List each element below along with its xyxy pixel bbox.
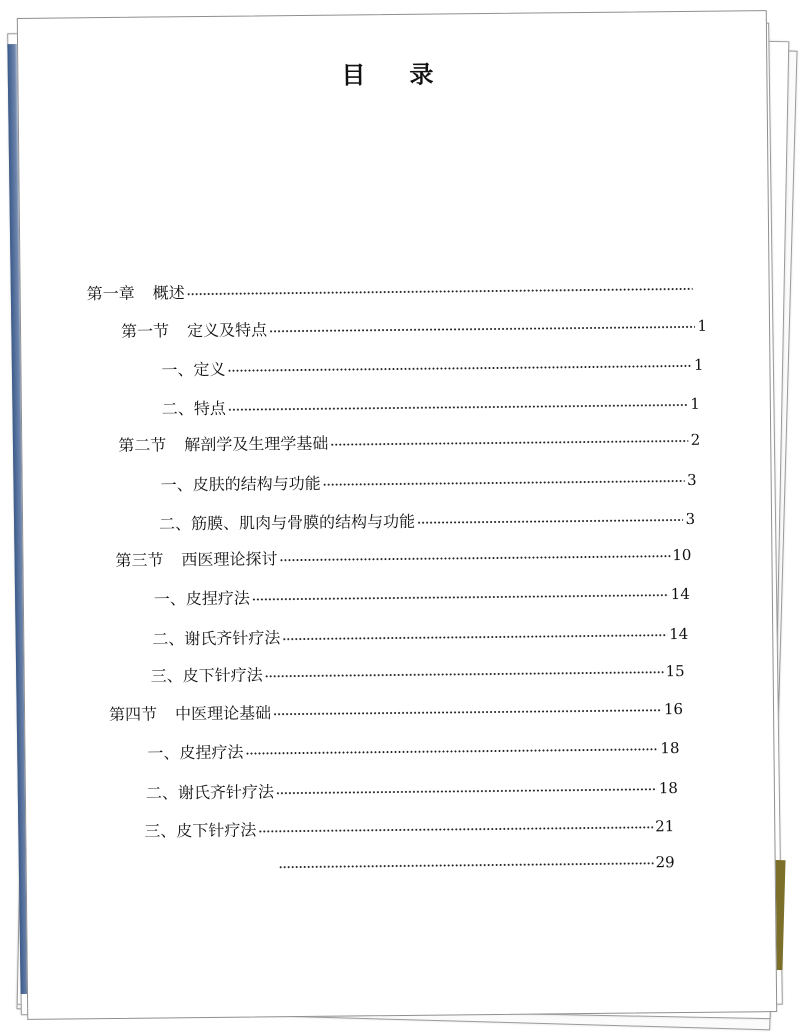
item-title: 一、皮捏疗法 <box>147 742 244 763</box>
dot-leader <box>227 365 691 372</box>
dot-leader <box>279 555 670 561</box>
section-title: 解剖学及生理学基础 <box>184 433 329 455</box>
page-number: 1 <box>697 316 708 335</box>
dot-leader <box>276 788 657 794</box>
toc-item[interactable] <box>161 470 697 496</box>
dot-leader <box>265 671 664 677</box>
toc-section[interactable] <box>121 316 707 342</box>
page-number: 15 <box>665 661 685 681</box>
toc-item[interactable] <box>154 584 690 610</box>
toc-item[interactable] <box>159 509 695 535</box>
table-of-contents <box>18 11 776 1019</box>
page-number: 14 <box>670 584 690 604</box>
dot-leader <box>330 440 688 446</box>
toc-section[interactable] <box>115 545 691 571</box>
toc-item[interactable] <box>147 738 679 764</box>
dot-leader <box>279 862 654 868</box>
toc-item[interactable] <box>161 355 703 381</box>
item-title: 二、特点 <box>161 398 226 419</box>
page-number: 21 <box>655 817 675 836</box>
item-title: 二、谢氏齐针疗法 <box>145 782 275 803</box>
chapter-number: 第一章 <box>86 283 135 304</box>
toc-section[interactable] <box>118 430 700 456</box>
item-title: 一、皮捏疗法 <box>153 588 250 609</box>
dot-leader <box>187 288 693 295</box>
page-number: 29 <box>655 853 675 872</box>
page-number: 18 <box>658 779 678 798</box>
page-number: 14 <box>669 624 689 644</box>
page-number: 1 <box>693 355 704 374</box>
toc-section[interactable] <box>109 699 683 725</box>
page-number: 16 <box>663 700 684 719</box>
page-number: 18 <box>660 739 680 758</box>
section-number: 第一节 <box>120 321 170 341</box>
dot-leader <box>245 748 658 754</box>
item-title: 二、筋膜、肌肉与骨膜的结构与功能 <box>158 511 416 534</box>
page-number: 2 <box>690 430 701 449</box>
toc-chapter[interactable] <box>87 278 695 304</box>
dot-leader <box>282 634 667 640</box>
toc-item[interactable] <box>152 624 688 650</box>
page-number: 3 <box>687 470 697 489</box>
page-number: 1 <box>690 394 700 413</box>
section-number: 第三节 <box>115 550 164 570</box>
toc-item[interactable] <box>144 816 674 842</box>
section-number: 第四节 <box>108 704 158 725</box>
item-title: 一、皮肤的结构与功能 <box>160 473 321 495</box>
section-number: 第二节 <box>118 435 167 455</box>
dot-leader <box>273 709 662 715</box>
dot-leader <box>417 519 683 524</box>
section-title: 西医理论探讨 <box>181 549 278 570</box>
page-title: 目 录 <box>341 60 444 90</box>
dot-leader <box>252 594 669 600</box>
toc-item[interactable] <box>277 852 675 876</box>
item-title: 三、皮下针疗法 <box>150 665 263 686</box>
item-title: 三、皮下针疗法 <box>144 820 257 841</box>
section-title: 中医理论基础 <box>174 703 272 724</box>
item-title: 一、定义 <box>161 359 226 380</box>
toc-item[interactable] <box>151 661 685 687</box>
chapter-title: 概述 <box>152 283 185 303</box>
toc-page <box>17 10 777 1020</box>
page-number: 3 <box>685 509 696 528</box>
dot-leader <box>269 326 695 332</box>
toc-item[interactable] <box>162 394 700 420</box>
item-title: 二、谢氏齐针疗法 <box>152 628 281 649</box>
toc-item[interactable] <box>146 778 678 804</box>
dot-leader <box>228 404 688 411</box>
dot-leader <box>323 480 685 486</box>
dot-leader <box>258 826 653 832</box>
page-number: 10 <box>672 545 692 565</box>
section-title: 定义及特点 <box>186 320 268 341</box>
